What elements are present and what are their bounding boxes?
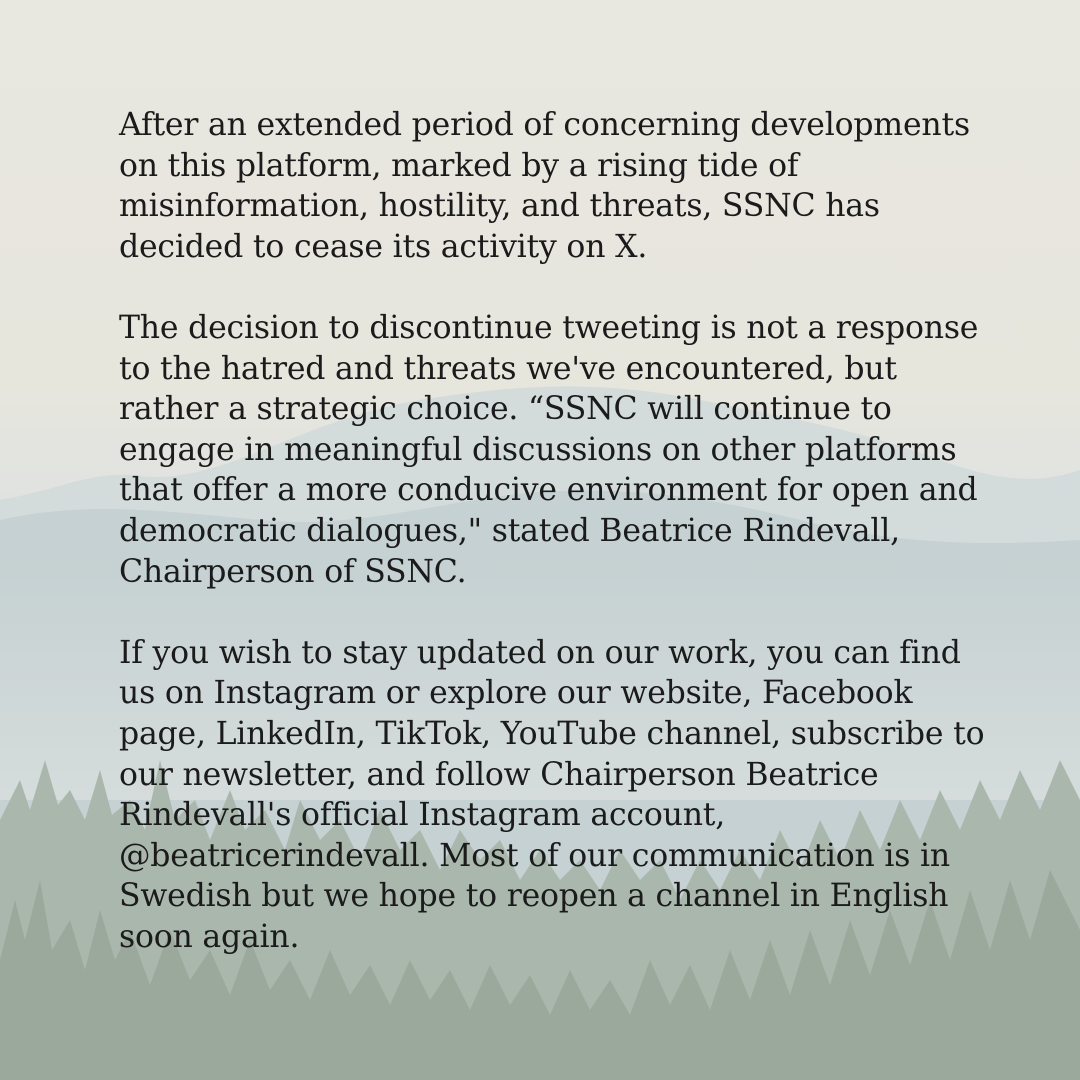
announcement-text xyxy=(119,105,989,957)
paragraph-strategic-choice: The decision to discontinue tweeting is not a response to the hatred and threats we've encountered, but rather a strategic choice. “SSNC will continue to engage in meaningful discussions on other platforms that offer a more conducive environment for open and democratic dialogues," stated Beatrice Rindevall, Chairperson of SSNC. xyxy=(119,309,979,590)
paragraph-cease-activity: After an extended period of concerning developments on this platform, marked by a rising tide of misinformation, hostility, and threats, SSNC has decided to cease its activity on X. xyxy=(119,107,970,265)
paragraph-stay-updated: If you wish to stay updated on our work, you can find us on Instagram or explore our website, Facebook page, LinkedIn, TikTok, YouTube channel, subscribe to our newsletter, and follow Chairperson Beatrice Rindevall's official Instagram account, @beatricerindevall. Most of our communication is in Swedish but we hope to reopen a channel in English soon again. xyxy=(119,634,985,955)
